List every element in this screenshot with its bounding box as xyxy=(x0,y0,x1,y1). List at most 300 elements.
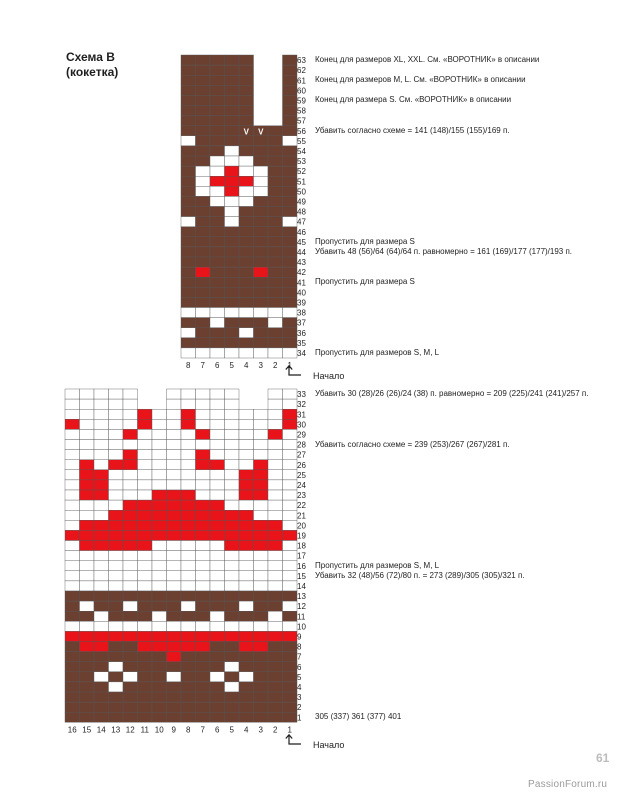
stitch-cell xyxy=(65,652,80,662)
stitch-cell xyxy=(181,450,196,460)
stitch-cell xyxy=(167,631,182,641)
chart-subtitle: (кокетка) xyxy=(66,65,119,79)
stitch-cell xyxy=(181,712,196,722)
stitch-cell xyxy=(65,551,80,561)
stitch-cell xyxy=(283,631,298,641)
stitch-cell xyxy=(239,520,254,530)
stitch-cell xyxy=(254,409,269,419)
stitch-cell xyxy=(65,631,80,641)
stitch-cell xyxy=(138,551,153,561)
stitch-cell xyxy=(80,652,95,662)
stitch-cell xyxy=(283,419,298,429)
stitch-cell xyxy=(123,429,138,439)
row-number: 35 xyxy=(297,338,306,348)
stitch-cell xyxy=(138,419,153,429)
stitch-cell xyxy=(210,581,225,591)
stitch-cell xyxy=(167,581,182,591)
stitch-cell xyxy=(109,571,124,581)
stitch-cell xyxy=(109,500,124,510)
stitch-cell xyxy=(239,409,254,419)
stitch-cell xyxy=(109,409,124,419)
stitch-cell xyxy=(283,712,298,722)
stitch-cell xyxy=(283,621,298,631)
stitch-cell xyxy=(167,450,182,460)
row-number: 40 xyxy=(297,288,306,298)
row-number: 32 xyxy=(297,400,306,410)
stitch-cell xyxy=(152,551,167,561)
stitch-cell xyxy=(109,591,124,601)
stitch-cell xyxy=(239,510,254,520)
stitch-cell xyxy=(283,460,298,470)
stitch-cell xyxy=(181,541,196,551)
stitch-cell xyxy=(109,520,124,530)
stitch-cell xyxy=(210,470,225,480)
stitch-cell xyxy=(283,440,298,450)
stitch-cell xyxy=(239,530,254,540)
stitch-cell xyxy=(123,601,138,611)
stitch-cell xyxy=(123,500,138,510)
stitch-cell xyxy=(181,520,196,530)
stitch-cell xyxy=(239,419,254,429)
stitch-cell xyxy=(283,470,298,480)
stitch-cell xyxy=(123,409,138,419)
row-number: 21 xyxy=(297,511,306,521)
stitch-cell xyxy=(196,601,211,611)
stitch-cell xyxy=(94,389,109,399)
stitch-cell xyxy=(239,591,254,601)
stitch-cell xyxy=(123,662,138,672)
stitch-cell xyxy=(65,440,80,450)
stitch-cell xyxy=(225,440,240,450)
stitch-cell xyxy=(94,551,109,561)
stitch-cell xyxy=(167,642,182,652)
column-number: 9 xyxy=(171,725,176,735)
stitch-cell xyxy=(167,500,182,510)
stitch-cell xyxy=(123,530,138,540)
stitch-cell xyxy=(283,399,298,409)
stitch-cell xyxy=(225,490,240,500)
stitch-cell xyxy=(225,520,240,530)
row-note: Убавить 48 (56)/64 (64)/64 п. равномерно = 161 (169)/177 (177)/193 п. xyxy=(315,246,573,256)
stitch-cell xyxy=(152,500,167,510)
row-number: 3 xyxy=(297,693,302,703)
stitch-cell xyxy=(167,611,182,621)
stitch-cell xyxy=(65,611,80,621)
stitch-cell xyxy=(210,480,225,490)
row-number: 17 xyxy=(297,551,306,561)
row-number: 19 xyxy=(297,531,306,541)
stitch-cell xyxy=(210,642,225,652)
stitch-cell xyxy=(239,581,254,591)
stitch-cell xyxy=(65,490,80,500)
stitch-cell xyxy=(210,591,225,601)
stitch-cell xyxy=(94,561,109,571)
stitch-cell xyxy=(109,692,124,702)
stitch-cell xyxy=(181,652,196,662)
chart-a-start-label: Начало xyxy=(313,740,345,750)
stitch-cell xyxy=(254,672,269,682)
stitch-cell xyxy=(210,409,225,419)
stitch-cell xyxy=(80,601,95,611)
stitch-cell xyxy=(138,520,153,530)
stitch-cell xyxy=(268,581,283,591)
stitch-cell xyxy=(210,601,225,611)
stitch-cell xyxy=(181,631,196,641)
row-number: 50 xyxy=(297,187,306,197)
stitch-cell xyxy=(254,419,269,429)
stitch-cell xyxy=(152,682,167,692)
stitch-cell xyxy=(239,621,254,631)
column-number: 7 xyxy=(200,725,205,735)
stitch-cell xyxy=(283,581,298,591)
stitch-cell xyxy=(123,541,138,551)
stitch-cell xyxy=(167,510,182,520)
stitch-cell xyxy=(138,480,153,490)
stitch-cell xyxy=(210,389,225,399)
stitch-cell xyxy=(225,561,240,571)
row-number: 5 xyxy=(297,672,302,682)
stitch-cell xyxy=(152,460,167,470)
stitch-cell xyxy=(196,702,211,712)
stitch-cell xyxy=(196,621,211,631)
stitch-cell xyxy=(254,500,269,510)
stitch-cell xyxy=(152,621,167,631)
stitch-cell xyxy=(254,702,269,712)
stitch-cell xyxy=(268,561,283,571)
row-number: 37 xyxy=(297,318,306,328)
stitch-cell xyxy=(123,399,138,409)
stitch-cell xyxy=(94,429,109,439)
stitch-cell xyxy=(123,642,138,652)
stitch-cell xyxy=(181,642,196,652)
stitch-cell xyxy=(109,682,124,692)
stitch-cell xyxy=(65,621,80,631)
column-number: 10 xyxy=(154,725,164,735)
stitch-cell xyxy=(138,652,153,662)
stitch-cell xyxy=(167,440,182,450)
stitch-cell xyxy=(152,490,167,500)
stitch-cell xyxy=(80,702,95,712)
stitch-cell xyxy=(152,409,167,419)
stitch-cell xyxy=(94,631,109,641)
stitch-cell xyxy=(80,551,95,561)
stitch-cell xyxy=(167,601,182,611)
stitch-cell xyxy=(283,672,298,682)
stitch-cell xyxy=(109,490,124,500)
row-number: 36 xyxy=(297,328,306,338)
stitch-cell xyxy=(80,460,95,470)
stitch-cell xyxy=(239,631,254,641)
row-number: 4 xyxy=(297,683,302,692)
stitch-cell xyxy=(80,541,95,551)
row-number: 1 xyxy=(297,713,302,723)
column-number: 4 xyxy=(244,725,249,735)
stitch-cell xyxy=(239,611,254,621)
stitch-cell xyxy=(152,520,167,530)
stitch-cell xyxy=(210,611,225,621)
stitch-cell xyxy=(94,702,109,712)
stitch-cell xyxy=(268,460,283,470)
stitch-cell xyxy=(268,520,283,530)
stitch-cell xyxy=(181,591,196,601)
stitch-cell xyxy=(138,611,153,621)
stitch-cell xyxy=(210,510,225,520)
stitch-cell xyxy=(283,601,298,611)
stitch-cell xyxy=(65,682,80,692)
stitch-cell xyxy=(196,500,211,510)
chart-title: Схема В xyxy=(66,50,115,64)
stitch-cell xyxy=(196,490,211,500)
stitch-cell xyxy=(80,429,95,439)
stitch-cell xyxy=(239,429,254,439)
stitch-cell xyxy=(109,631,124,641)
stitch-cell xyxy=(80,530,95,540)
stitch-cell xyxy=(167,621,182,631)
stitch-cell xyxy=(254,450,269,460)
stitch-cell xyxy=(138,500,153,510)
stitch-cell xyxy=(268,429,283,439)
row-number: 25 xyxy=(297,470,306,480)
stitch-cell xyxy=(254,682,269,692)
stitch-cell xyxy=(152,591,167,601)
stitch-cell xyxy=(196,652,211,662)
stitch-cell xyxy=(181,460,196,470)
stitch-cell xyxy=(181,490,196,500)
stitch-cell xyxy=(94,541,109,551)
row-number: 44 xyxy=(297,248,306,257)
row-number: 47 xyxy=(297,217,306,227)
stitch-cell xyxy=(196,662,211,672)
stitch-cell xyxy=(268,682,283,692)
row-number: 63 xyxy=(297,56,306,66)
stitch-cell xyxy=(109,541,124,551)
stitch-cell xyxy=(94,500,109,510)
stitch-cell xyxy=(65,712,80,722)
stitch-cell xyxy=(152,611,167,621)
stitch-cell xyxy=(225,692,240,702)
stitch-cell xyxy=(167,470,182,480)
stitch-cell xyxy=(94,672,109,682)
stitch-cell xyxy=(80,561,95,571)
column-number: 14 xyxy=(96,725,106,735)
stitch-cell xyxy=(196,631,211,641)
stitch-cell xyxy=(123,591,138,601)
stitch-cell xyxy=(239,500,254,510)
stitch-cell xyxy=(94,480,109,490)
stitch-cell xyxy=(210,419,225,429)
stitch-cell xyxy=(225,399,240,409)
stitch-cell xyxy=(152,672,167,682)
stitch-cell xyxy=(196,692,211,702)
stitch-cell xyxy=(109,702,124,712)
stitch-cell xyxy=(268,642,283,652)
stitch-cell xyxy=(152,470,167,480)
row-number: 15 xyxy=(297,571,306,581)
stitch-cell xyxy=(283,662,298,672)
stitch-cell xyxy=(225,662,240,672)
stitch-cell xyxy=(94,440,109,450)
stitch-cell xyxy=(181,530,196,540)
stitch-cell xyxy=(181,551,196,561)
column-number: 2 xyxy=(273,725,278,735)
stitch-cell xyxy=(225,652,240,662)
stitch-cell xyxy=(109,530,124,540)
stitch-cell xyxy=(138,672,153,682)
stitch-cell xyxy=(94,530,109,540)
stitch-cell xyxy=(210,692,225,702)
stitch-cell xyxy=(109,470,124,480)
stitch-cell xyxy=(80,692,95,702)
stitch-cell xyxy=(167,702,182,712)
stitch-cell xyxy=(80,682,95,692)
stitch-cell xyxy=(123,520,138,530)
row-number: 57 xyxy=(297,116,306,126)
stitch-cell xyxy=(239,541,254,551)
stitch-cell xyxy=(152,429,167,439)
stitch-cell xyxy=(210,621,225,631)
stitch-cell xyxy=(138,581,153,591)
stitch-cell xyxy=(138,621,153,631)
stitch-cell xyxy=(268,440,283,450)
stitch-cell xyxy=(268,611,283,621)
stitch-cell xyxy=(283,561,298,571)
row-note: Конец для размеров XL, XXL. См. «ВОРОТНИК» в описании xyxy=(315,55,540,65)
stitch-cell xyxy=(65,470,80,480)
stitch-cell xyxy=(65,672,80,682)
stitch-cell xyxy=(239,490,254,500)
stitch-cell xyxy=(65,591,80,601)
stitch-cell xyxy=(65,429,80,439)
stitch-cell xyxy=(167,692,182,702)
row-number: 13 xyxy=(297,592,306,602)
stitch-cell xyxy=(225,672,240,682)
stitch-cell xyxy=(283,530,298,540)
stitch-cell xyxy=(254,460,269,470)
stitch-cell xyxy=(196,571,211,581)
row-number: 6 xyxy=(297,662,302,672)
stitch-cell xyxy=(225,581,240,591)
stitch-cell xyxy=(181,662,196,672)
stitch-cell xyxy=(123,682,138,692)
stitch-cell xyxy=(254,551,269,561)
row-number: 11 xyxy=(297,612,306,622)
stitch-cell xyxy=(65,571,80,581)
stitch-cell xyxy=(268,692,283,702)
stitch-cell xyxy=(283,429,298,439)
row-note: Убавить 30 (28)/26 (26)/24 (38) п. равномерно = 209 (225)/241 (241)/257 п. xyxy=(315,389,589,399)
stitch-cell xyxy=(225,541,240,551)
stitch-cell xyxy=(225,470,240,480)
row-number: 61 xyxy=(297,76,306,86)
stitch-cell xyxy=(167,460,182,470)
stitch-cell xyxy=(239,551,254,561)
stitch-cell xyxy=(123,611,138,621)
stitch-cell xyxy=(94,470,109,480)
stitch-cell xyxy=(109,601,124,611)
stitch-cell xyxy=(94,399,109,409)
decrease-mark: V xyxy=(258,127,264,137)
stitch-cell xyxy=(123,460,138,470)
stitch-cell xyxy=(268,652,283,662)
stitch-cell xyxy=(65,389,80,399)
stitch-cell xyxy=(94,611,109,621)
column-number: 3 xyxy=(258,725,263,735)
stitch-cell xyxy=(225,510,240,520)
stitch-cell xyxy=(109,611,124,621)
column-number: 12 xyxy=(125,725,135,735)
stitch-cell xyxy=(152,702,167,712)
stitch-cell xyxy=(210,429,225,439)
stitch-cell xyxy=(123,672,138,682)
stitch-cell xyxy=(225,702,240,712)
column-number: 1 xyxy=(287,361,292,370)
stitch-cell xyxy=(210,530,225,540)
stitch-cell xyxy=(196,581,211,591)
stitch-cell xyxy=(123,510,138,520)
stitch-cell xyxy=(123,470,138,480)
stitch-cell xyxy=(123,712,138,722)
stitch-cell xyxy=(152,631,167,641)
column-number: 1 xyxy=(287,725,292,735)
stitch-cell xyxy=(210,561,225,571)
stitch-cell xyxy=(152,541,167,551)
stitch-cell xyxy=(210,652,225,662)
stitch-cell xyxy=(181,692,196,702)
row-note: Пропустить для размеров S, M, L xyxy=(315,347,440,357)
stitch-cell xyxy=(268,551,283,561)
stitch-cell xyxy=(152,642,167,652)
stitch-cell xyxy=(225,429,240,439)
page-number: 61 xyxy=(596,751,610,765)
stitch-cell xyxy=(225,611,240,621)
stitch-cell xyxy=(196,480,211,490)
stitch-cell xyxy=(94,682,109,692)
stitch-cell xyxy=(239,662,254,672)
stitch-cell xyxy=(283,490,298,500)
stitch-cell xyxy=(109,712,124,722)
column-number: 13 xyxy=(111,725,121,735)
stitch-cell xyxy=(268,712,283,722)
decrease-mark: V xyxy=(127,441,133,451)
row-number: 29 xyxy=(297,430,306,440)
stitch-cell xyxy=(225,450,240,460)
row-number: 39 xyxy=(297,298,306,308)
stitch-cell xyxy=(268,530,283,540)
stitch-cell xyxy=(254,480,269,490)
stitch-cell xyxy=(210,460,225,470)
stitch-cell xyxy=(65,601,80,611)
stitch-cell xyxy=(196,682,211,692)
column-number: 5 xyxy=(229,725,234,735)
stitch-cell xyxy=(239,702,254,712)
stitch-cell xyxy=(80,581,95,591)
stitch-cell xyxy=(181,601,196,611)
stitch-cell xyxy=(210,541,225,551)
column-number: 15 xyxy=(82,725,92,735)
row-number: 45 xyxy=(297,237,306,247)
stitch-cell xyxy=(80,642,95,652)
stitch-cell xyxy=(123,450,138,460)
stitch-cell xyxy=(80,440,95,450)
stitch-cell xyxy=(210,571,225,581)
stitch-cell xyxy=(239,460,254,470)
row-note: Пропустить для размеров S, M, L xyxy=(315,560,440,570)
stitch-cell xyxy=(181,480,196,490)
stitch-cell xyxy=(94,450,109,460)
stitch-cell xyxy=(152,419,167,429)
stitch-cell xyxy=(225,682,240,692)
stitch-cell xyxy=(254,631,269,641)
